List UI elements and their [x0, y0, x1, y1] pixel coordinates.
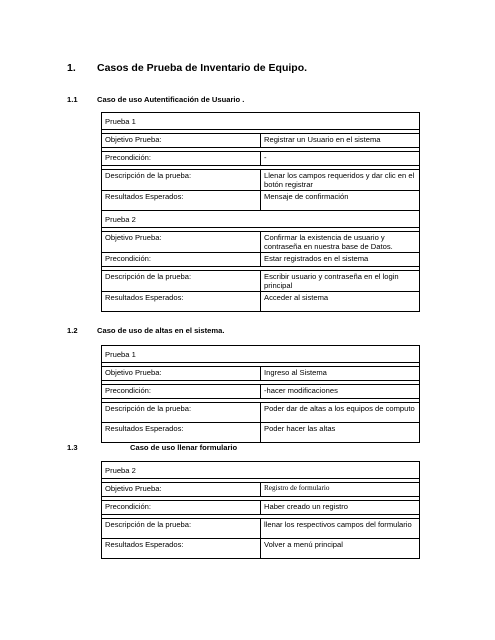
row-value: llenar los respectivos campos del formulario	[261, 519, 420, 539]
row-key: Precondición:	[102, 501, 261, 515]
subsection-number: 1.2	[67, 326, 78, 335]
subsection-title: Caso de uso llenar formulario	[130, 443, 238, 452]
subsection-number: 1.1	[67, 95, 78, 104]
row-key: Objetivo Prueba:	[102, 134, 261, 148]
subsection-number: 1.3	[67, 443, 78, 452]
row-value: Llenar los campos requeridos y dar clic en el botón registrar	[261, 170, 420, 191]
row-key: Objetivo Prueba:	[102, 367, 261, 381]
row-value: -hacer modificaciones	[261, 385, 420, 399]
test-case-table	[101, 112, 420, 211]
row-key: Precondición:	[102, 253, 261, 267]
row-key: Objetivo Prueba:	[102, 483, 261, 497]
subsection-title: Caso de uso Autentificación de Usuario .	[97, 95, 245, 104]
row-key: Descripción de la prueba:	[102, 403, 261, 423]
row-value: Poder hacer las altas	[261, 423, 420, 443]
test-case-table	[101, 461, 420, 559]
row-value: Estar registrados en el sistema	[261, 253, 420, 267]
row-key: Resultados Esperados:	[102, 292, 261, 312]
row-value: Registrar un Usuario en el sistema	[261, 134, 420, 148]
row-key: Resultados Esperados:	[102, 423, 261, 443]
test-case-title: Prueba 2	[102, 462, 420, 479]
row-value: Mensaje de confirmación	[261, 191, 420, 211]
section-title: Casos de Prueba de Inventario de Equipo.	[97, 62, 308, 74]
row-key: Descripción de la prueba:	[102, 271, 261, 292]
test-case-title: Prueba 1	[102, 113, 420, 130]
test-case-title: Prueba 1	[102, 346, 420, 363]
row-key: Objetivo Prueba:	[102, 232, 261, 253]
test-case-title: Prueba 2	[102, 211, 420, 228]
row-value: -	[261, 152, 420, 166]
test-case-table	[101, 345, 420, 443]
row-key: Resultados Esperados:	[102, 539, 261, 559]
row-value: Escribir usuario y contraseña en el login principal	[261, 271, 420, 292]
section-number: 1.	[67, 62, 76, 74]
row-key: Descripción de la prueba:	[102, 170, 261, 191]
row-value: Haber creado un registro	[261, 501, 420, 515]
row-value: Confirmar la existencia de usuario y contraseña en nuestra base de Datos.	[261, 232, 420, 253]
row-value: Registro de formulario	[261, 483, 420, 497]
row-value: Acceder al sistema	[261, 292, 420, 312]
row-key: Precondición:	[102, 385, 261, 399]
row-key: Resultados Esperados:	[102, 191, 261, 211]
row-key: Descripción de la prueba:	[102, 519, 261, 539]
test-case-table	[101, 210, 420, 312]
row-key: Precondición:	[102, 152, 261, 166]
row-value: Poder dar de altas a los equipos de computo	[261, 403, 420, 423]
row-value: Volver a menú principal	[261, 539, 420, 559]
subsection-title: Caso de uso de altas en el sistema.	[97, 326, 225, 335]
row-value: Ingreso al Sistema	[261, 367, 420, 381]
